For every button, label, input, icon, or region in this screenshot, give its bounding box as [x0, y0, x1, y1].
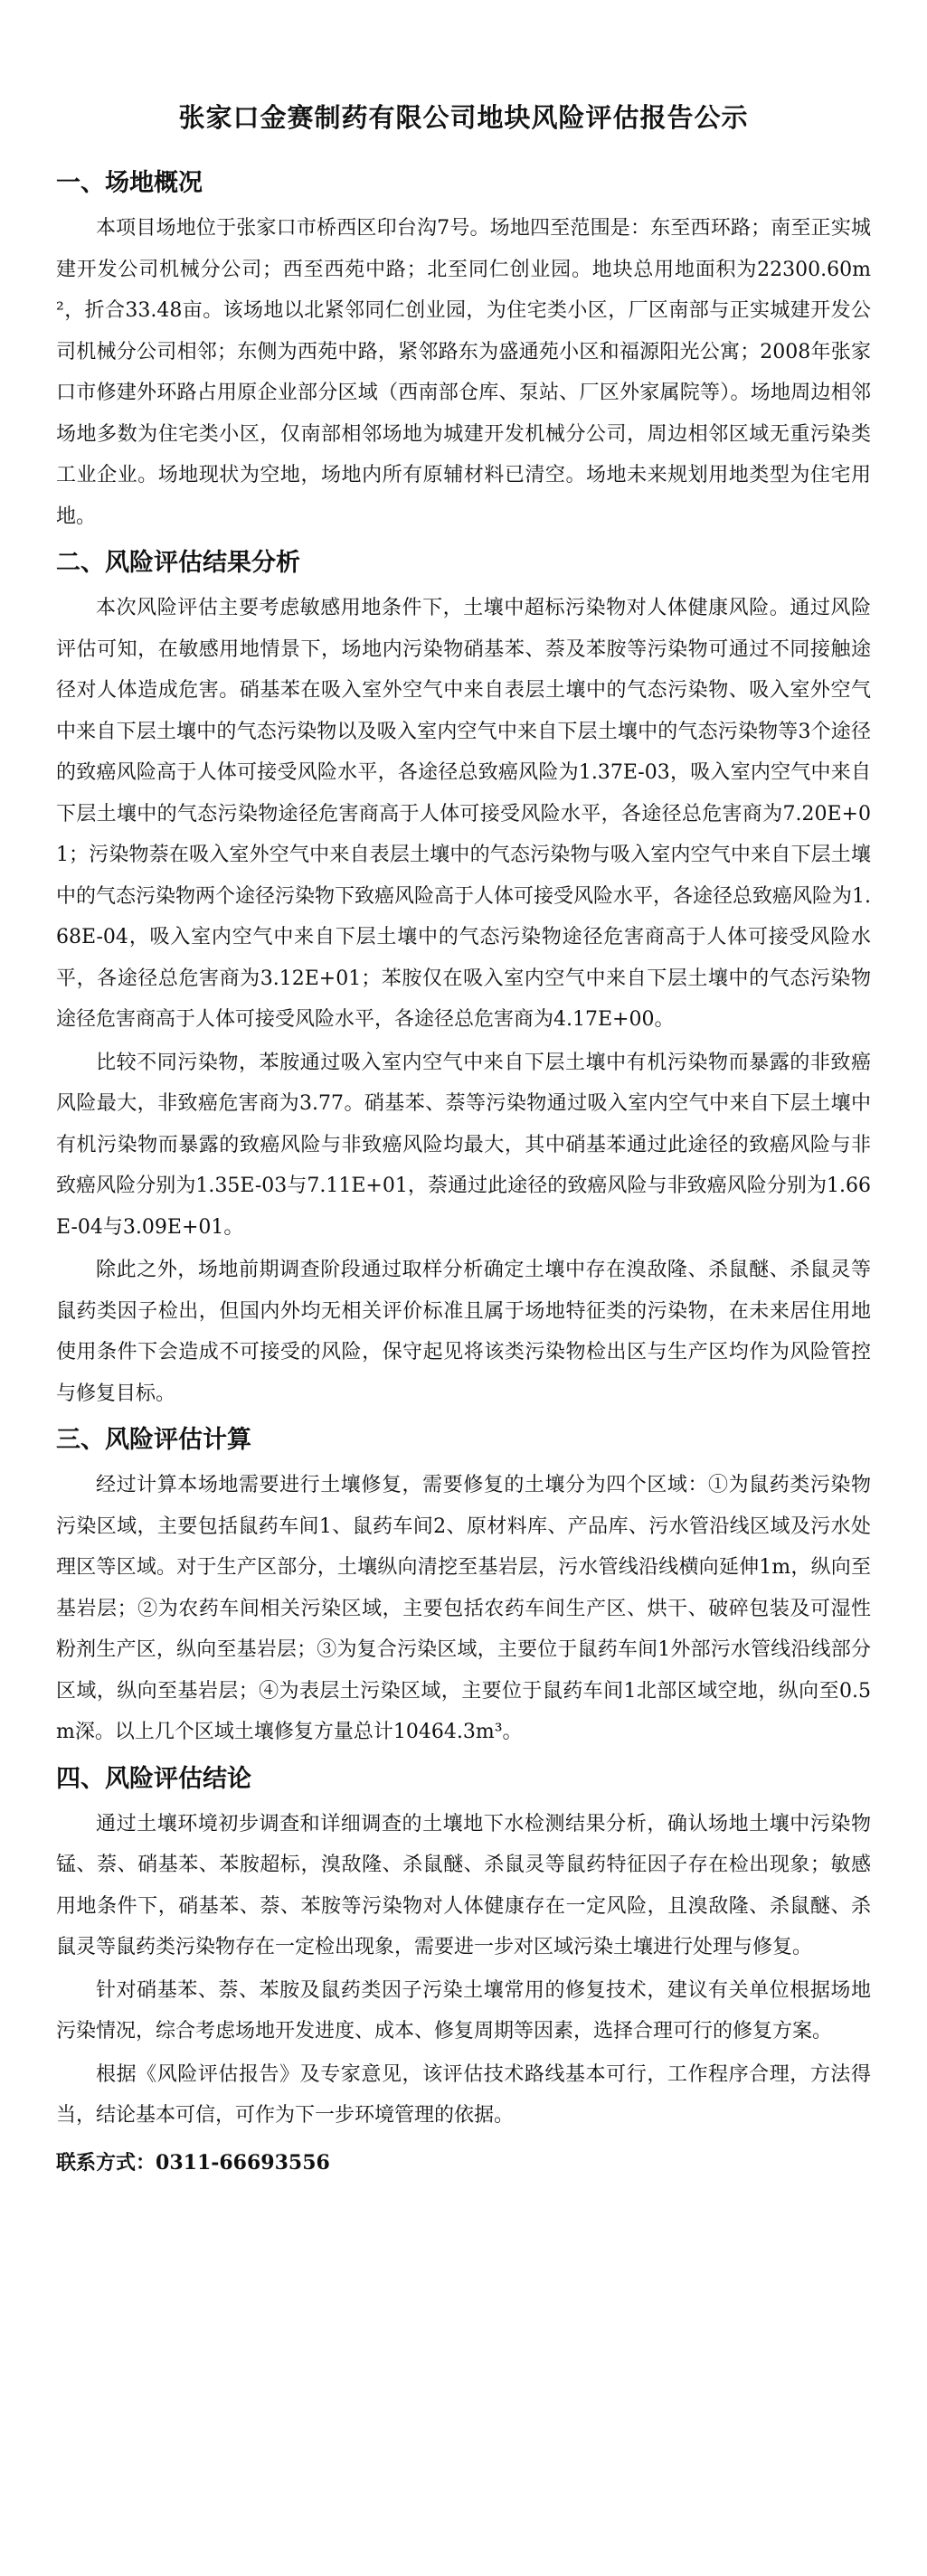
section-heading: 一、场地概况 [56, 169, 203, 197]
paragraph: 经过计算本场地需要进行土壤修复，需要修复的土壤分为四个区域：①为鼠药类污染物污染区域，主要包括鼠药车间1、鼠药车间2、原材料库、产品库、污水管沿线区域及污水处理区等区域。对于生产区部分，土壤纵向清挖至基岩层，污水管线沿线横向延伸1m，纵向至基岩层；②为农药车间相关污染区域，主要包括农药车间生产区、烘干、破碎包装及可湿性粉剂生产区，纵向至基岩层；③为复合污染区域，主要位于鼠药车间1外部污水管线沿线部分区域，纵向至基岩层；④为表层土污染区域，主要位于鼠药车间1北部区域空地，纵向至0.5m深。以上几个区域土壤修复方量总计10464.3m³。 [56, 1474, 871, 1743]
paragraph: 针对硝基苯、萘、苯胺及鼠药类因子污染土壤常用的修复技术，建议有关单位根据场地污染情况，综合考虑场地开发进度、成本、修复周期等因素，选择合理可行的修复方案。 [56, 1978, 871, 2043]
contact-info [56, 2142, 871, 2184]
paragraph: 本项目场地位于张家口市桥西区印台沟7号。场地四至范围是：东至西环路；南至正实城建开发公司机械分公司；西至西苑中路；北至同仁创业园。地块总用地面积为22300.60m²，折合33.48亩。该场地以北紧邻同仁创业园，为住宅类小区，厂区南部与正实城建开发公司机械分公司相邻；东侧为西苑中路，紧邻路东为盛通苑小区和福源阳光公寓；2008年张家口市修建外环路占用原企业部分区域（西南部仓库、泵站、厂区外家属院等）。场地周边相邻场地多数为住宅类小区，仅南部相邻场地为城建开发机械分公司，周边相邻区域无重污染类工业企业。场地现状为空地，场地内所有原辅材料已清空。场地未来规划用地类型为住宅用地。 [56, 217, 871, 528]
section-risk-calculation [56, 1420, 871, 1753]
section-conclusion [56, 1759, 871, 2137]
section-heading: 三、风险评估计算 [56, 1426, 251, 1454]
section-risk-analysis [56, 543, 871, 1414]
document-title: 张家口金赛制药有限公司地块风险评估报告公示 [178, 102, 749, 133]
section-heading: 四、风险评估结论 [56, 1764, 251, 1793]
contact-label: 联系方式： [56, 2151, 156, 2175]
section-site-overview [56, 163, 871, 537]
paragraph: 根据《风险评估报告》及专家意见，该评估技术路线基本可行，工作程序合理，方法得当，结论基本可信，可作为下一步环境管理的依据。 [56, 2062, 871, 2127]
section-heading: 二、风险评估结果分析 [56, 549, 300, 577]
paragraph: 本次风险评估主要考虑敏感用地条件下，土壤中超标污染物对人体健康风险。通过风险评估可知，在敏感用地情景下，场地内污染物硝基苯、萘及苯胺等污染物可通过不同接触途径对人体造成危害。硝基苯在吸入室外空气中来自表层土壤中的气态污染物、吸入室外空气中来自下层土壤中的气态污染物以及吸入室内空气中来自下层土壤中的气态污染物等3个途径的致癌风险高于人体可接受风险水平，各途径总致癌风险为1.37E-03，吸入室内空气中来自下层土壤中的气态污染物途径危害商高于人体可接受风险水平，各途径总危害商为7.20E+01；污染物萘在吸入室外空气中来自表层土壤中的气态污染物与吸入室内空气中来自下层土壤中的气态污染物两个途径污染物下致癌风险高于人体可接受风险水平，各途径总致癌风险为1.68E-04，吸入室内空气中来自下层土壤中的气态污染物途径危害商高于人体可接受风险水平，各途径总危害商为3.12E+01；苯胺仅在吸入室内空气中来自下层土壤中的气态污染物途径危害商高于人体可接受风险水平，各途径总危害商为4.17E+00。 [56, 597, 871, 1031]
paragraph: 通过土壤环境初步调查和详细调查的土壤地下水检测结果分析，确认场地土壤中污染物锰、萘、硝基苯、苯胺超标，溴敌隆、杀鼠醚、杀鼠灵等鼠药特征因子存在检出现象；敏感用地条件下，硝基苯、萘、苯胺等污染物对人体健康存在一定风险，且溴敌隆、杀鼠醚、杀鼠灵等鼠药类污染物存在一定检出现象，需要进一步对区域污染土壤进行处理与修复。 [56, 1812, 871, 1958]
contact-phone: 0311-66693556 [156, 2150, 330, 2175]
paragraph: 除此之外，场地前期调查阶段通过取样分析确定土壤中存在溴敌隆、杀鼠醚、杀鼠灵等鼠药类因子检出，但国内外均无相关评价标准且属于场地特征类的污染物，在未来居住用地使用条件下会造成不可接受的风险，保守起见将该类污染物检出区与生产区均作为风险管控与修复目标。 [56, 1259, 871, 1405]
paragraph: 比较不同污染物，苯胺通过吸入室内空气中来自下层土壤中有机污染物而暴露的非致癌风险最大，非致癌危害商为3.77。硝基苯、萘等污染物通过吸入室内空气中来自下层土壤中有机污染物而暴露的致癌风险与非致癌风险均最大，其中硝基苯通过此途径的致癌风险与非致癌风险分别为1.35E-03与7.11E+01，萘通过此途径的致癌风险与非致癌风险分别为1.66E-04与3.09E+01。 [56, 1051, 871, 1239]
